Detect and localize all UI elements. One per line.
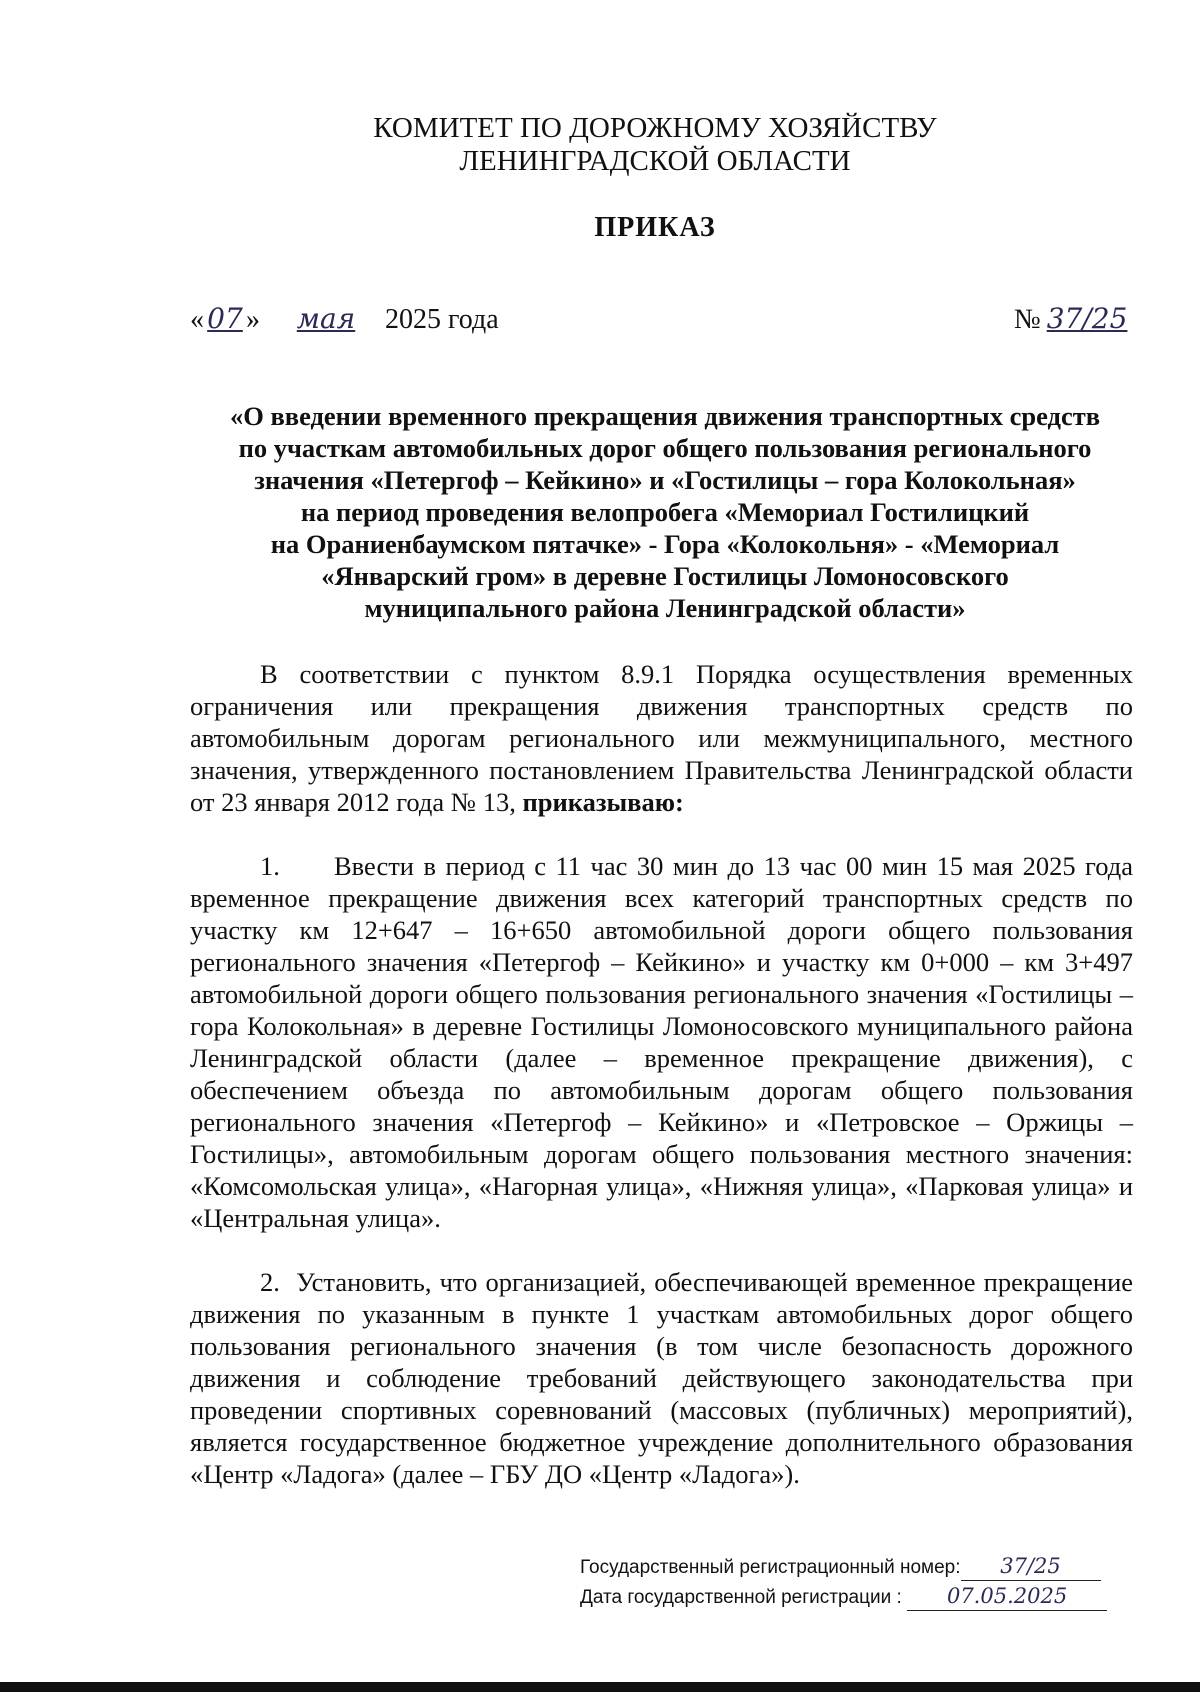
item-2-text: Установить, что организацией, обеспечивающей временное прекращение движения по указанным в пункте 1 участкам автомобильных дорог общего пользования регионального значения (в том числе безопасность дорожного движения и соблюдение требований действующего законодательства при проведении спортивных соревнований (массовых (публичных) мероприятий), является государственное бюджетное учреждение дополнительного образования «Центр «Ладога» (далее – ГБУ ДО «Центр «Ладога»).: [190, 1267, 1134, 1489]
registration-number-row: [580, 1552, 1107, 1582]
subject-line: на период проведения велопробега «Мемориал Гостилицкий: [300, 497, 1030, 527]
subject-line: значения «Петергоф – Кейкино» и «Гостилицы – гора Колокольная»: [254, 465, 1076, 495]
registration-number-label: Государственный регистрационный номер:: [580, 1557, 961, 1578]
date-day-handwritten: 07: [207, 302, 243, 335]
order-title: ПРИКАЗ: [594, 212, 716, 243]
date-year: 2025 года: [385, 304, 499, 335]
item-1-paragraph: [190, 850, 1133, 1234]
item-1-number: 1.: [260, 851, 280, 881]
registration-date-row: [580, 1582, 1107, 1612]
registration-date-label: Дата государственной регистрации :: [580, 1587, 902, 1608]
subject-line: «Январский гром» в деревне Гостилицы Ломоносовского: [321, 561, 1009, 591]
item-2-paragraph: [190, 1266, 1133, 1490]
subject-line: по участкам автомобильных дорог общего пользования регионального: [238, 433, 1092, 463]
date-open-quote: «: [190, 304, 204, 335]
date-month-handwritten: мая: [296, 302, 356, 335]
order-date: [190, 302, 499, 336]
scan-edge-bar: [0, 1682, 1200, 1692]
subject-line: на Ораниенбаумском пятачке» - Гора «Колокольня» - «Мемориал: [270, 529, 1060, 559]
intro-order-word: приказываю:: [522, 787, 684, 817]
intro-text: В соответствии с пунктом 8.9.1 Порядка осуществления временных ограничения или прекращения движения транспортных средств по автомобильным дорогам регионального или межмуниципального, местного значения, утвержденного постановлением Правительства Ленинградской области от 23 января 2012 года № 13,: [190, 659, 1133, 817]
order-subject: [190, 400, 1140, 624]
issuer-line-1: КОМИТЕТ ПО ДОРОЖНОМУ ХОЗЯЙСТВУ: [373, 112, 937, 144]
number-handwritten: 37/25: [1046, 302, 1128, 335]
registration-number-value: 37/25: [961, 1552, 1101, 1581]
registration-date-value: 07.05.2025: [907, 1582, 1107, 1611]
subject-line: муниципального района Ленинградской области»: [364, 593, 966, 623]
number-prefix: №: [1014, 304, 1041, 335]
registration-stamp: [580, 1552, 1107, 1612]
subject-line: «О введении временного прекращения движения транспортных средств: [229, 401, 1101, 431]
intro-paragraph: [190, 658, 1133, 818]
issuer-header: [0, 112, 1200, 178]
issuer-line-2: ЛЕНИНГРАДСКОЙ ОБЛАСТИ: [459, 145, 851, 177]
item-1-text: Ввести в период с 11 час 30 мин до 13 час 00 мин 15 мая 2025 года временное прекращение движения всех категорий транспортных средств по участку км 12+647 – 16+650 автомобильной дороги общего пользования регионального значения «Петергоф – Кейкино» и участку км 0+000 – км 3+497 автомобильной дороги общего пользования регионального значения «Гостилицы – гора Колокольная» в деревне Гостилицы Ломоносовского муниципального района Ленинградской области (далее – временное прекращение движения), с обеспечением объезда по автомобильным дорогам общего пользования регионального значения «Петергоф – Кейкино» и «Петровское – Оржицы – Гостилицы», автомобильным дорогам общего пользования местного значения: «Комсомольская улица», «Нагорная улица», «Нижняя улица», «Парковая улица» и «Центральная улица».: [190, 851, 1133, 1233]
item-2-number: 2.: [260, 1267, 280, 1297]
date-close-quote: »: [246, 304, 260, 335]
order-number: [1014, 302, 1127, 336]
